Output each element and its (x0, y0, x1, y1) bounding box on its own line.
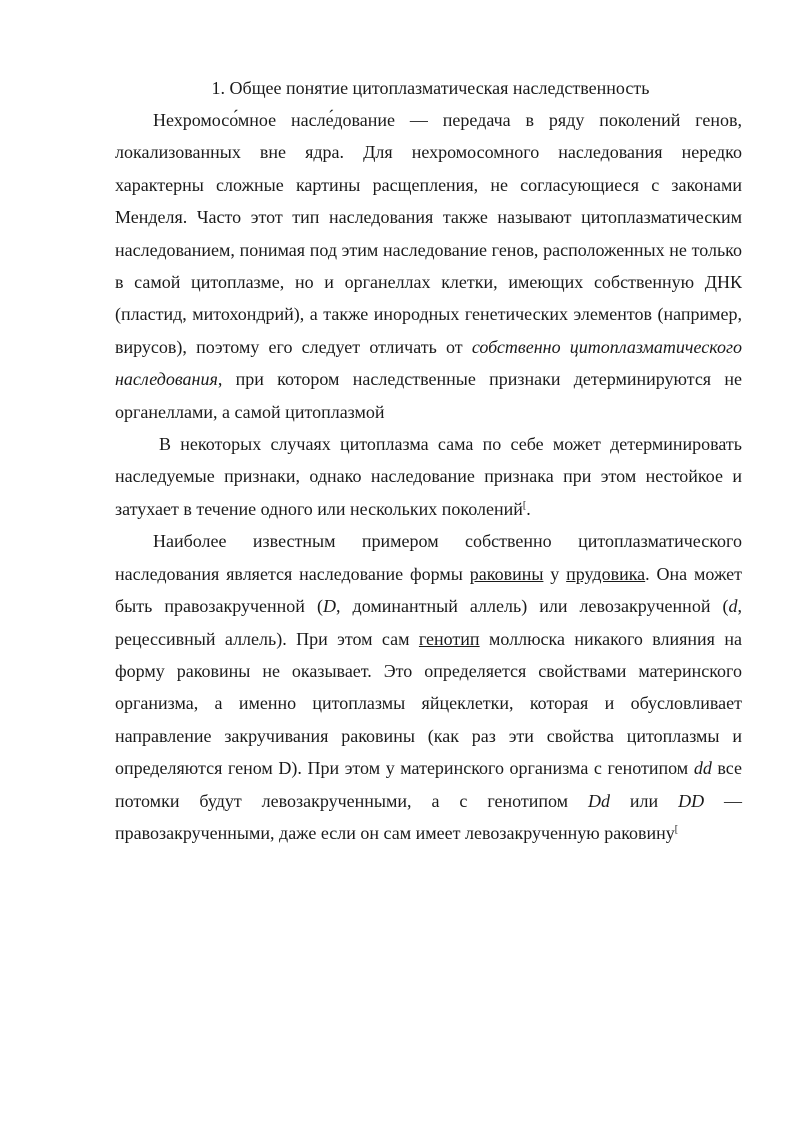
text: . (526, 498, 531, 519)
footnote-marker[interactable]: [ (522, 499, 527, 511)
paragraph-definition (115, 104, 742, 428)
link-genotype[interactable]: генотип (418, 628, 480, 649)
text: , при котором наследственные признаки детерминируются не органеллами, а самой цитоплазмой (115, 369, 742, 422)
emphasis-text: DD (678, 790, 705, 811)
text: , рецессивный аллель). При этом сам (115, 596, 742, 649)
text: Нехромосо́мное насле́дование — передача в ряду поколений генов, локализованных вне ядра. Для нехромосомного наследования нередко характерны сложные картины расщепления, не согласующиеся с законами Менделя. Часто этот тип наследования также называют цитоплазматическим наследованием, понимая под этим наследование генов, расположенных не только в самой цитоплазме, но и органеллах клетки, имеющих собственную ДНК (пластид, митохондрий), а также инородных генетических элементов (например, вирусов), поэтому его следует отличать от (115, 110, 742, 357)
text: — правозакрученными, даже если он сам имеет левозакрученную раковину (115, 790, 743, 843)
paragraph-example (115, 525, 742, 849)
document-page (115, 72, 742, 849)
emphasis-text: d (728, 596, 738, 617)
section-heading: 1. Общее понятие цитоплазматическая наследственность (211, 78, 650, 98)
paragraph-cytoplasm (115, 428, 742, 525)
text: или (609, 790, 679, 811)
text: у (543, 563, 567, 584)
footnote-marker[interactable]: [ (674, 823, 679, 835)
emphasis-text: собственно цитоплазматического наследования (115, 336, 742, 390)
text: все потомки будут левозакрученными, а с генотипом (115, 758, 743, 811)
text: . Она может быть правозакрученной ( (115, 563, 742, 617)
link-pond-snail[interactable]: прудовика (566, 563, 646, 584)
text: моллюска никакого влияния на форму раковины не оказывает. Это определяется свойствами материнского организма, а именно цитоплазмы яйцеклетки, которая и обусловливает направление закручивания раковины (как раз эти свойства цитоплазмы и определяются геном D). При этом у материнского организма с генотипом (115, 628, 742, 779)
emphasis-text: D (322, 596, 336, 617)
emphasis-text: Dd (587, 790, 610, 811)
link-shell[interactable]: раковины (469, 563, 544, 584)
text: Наиболее известным примером собственно цитоплазматического наследования является наследование формы (115, 531, 742, 584)
emphasis-text: dd (693, 758, 712, 779)
text: В некоторых случаях цитоплазма сама по себе может детерминировать наследуемые признаки, однако наследование признака при этом нестойкое и затухает в течение одного или нескольких поколений (115, 434, 742, 519)
text: , доминантный аллель) или левозакрученной ( (335, 596, 729, 617)
